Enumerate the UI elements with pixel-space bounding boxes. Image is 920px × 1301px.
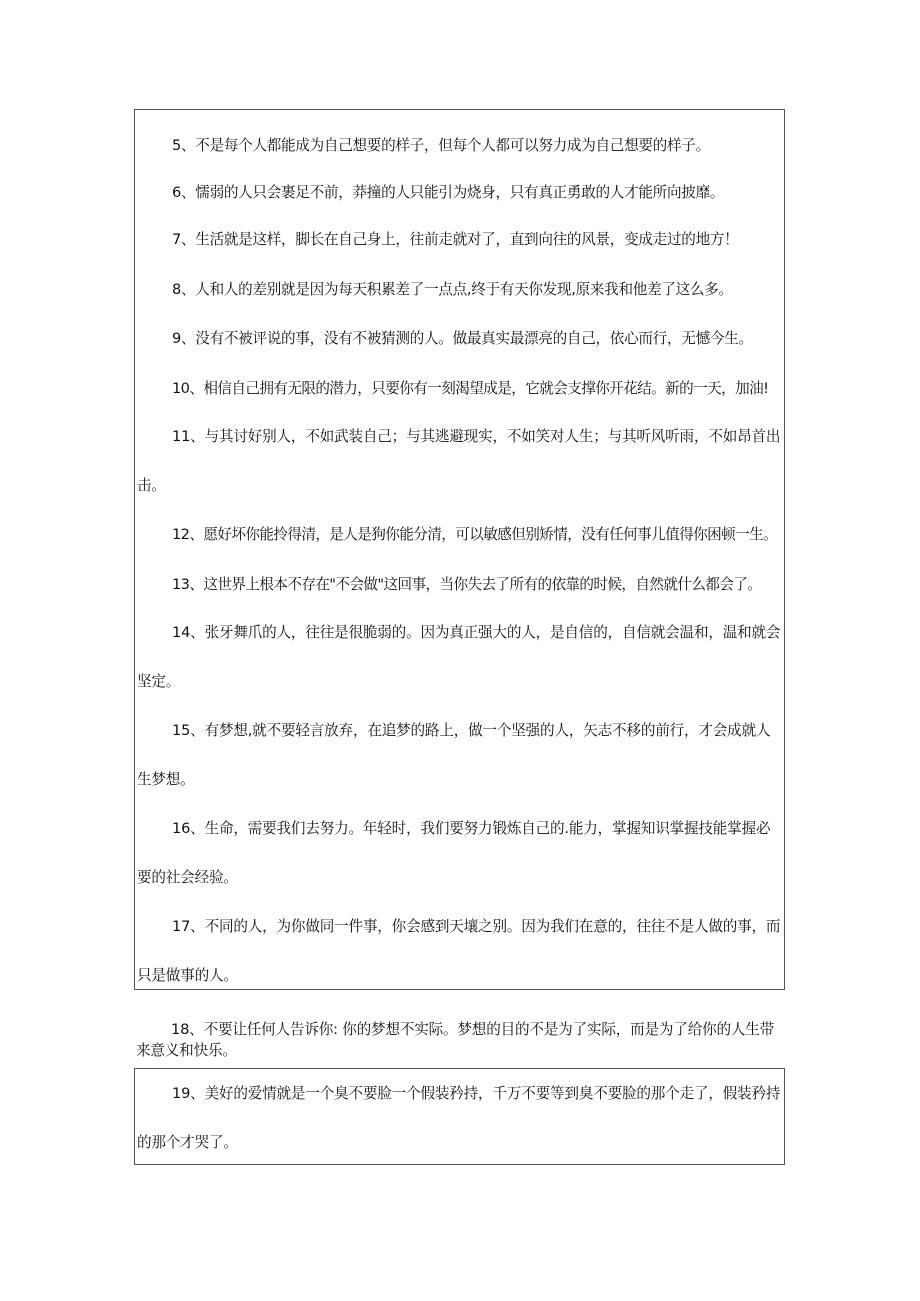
- quote-item-19: 19、美好的爱情就是一个臭不要脸一个假装矜持，千万不要等到臭不要脸的那个走了，假装矜持的那个才哭了。: [137, 1085, 781, 1151]
- quote-item-9: 9、没有不被评说的事，没有不被猜测的人。做最真实最漂亮的自己，依心而行，无憾今生。: [172, 330, 753, 347]
- quote-box-1: [134, 109, 785, 990]
- quote-item-14: 14、张牙舞爪的人，往往是很脆弱的。因为真正强大的人，是自信的，自信就会温和，温和就会坚定。: [137, 624, 781, 690]
- quote-item-8: 8、人和人的差别就是因为每天积累差了一点点,终于有天你发现,原来我和他差了这么多。: [172, 281, 733, 298]
- quote-item-16: 16、生命，需要我们去努力。年轻时，我们要努力锻炼自己的.能力，掌握知识掌握技能掌握必要的社会经验。: [137, 820, 771, 886]
- quote-item-12: 12、愿好坏你能拎得清，是人是狗你能分清，可以敏感但别矫情，没有任何事儿值得你困顿一生。: [172, 526, 778, 543]
- quote-item-11: 11、与其讨好别人，不如武装自己；与其逃避现实，不如笑对人生；与其听风听雨，不如昂首出击。: [137, 428, 781, 494]
- quote-box-2: [134, 1068, 785, 1165]
- quote-item-5: 5、不是每个人都能成为自己想要的样子，但每个人都可以努力成为自己想要的样子。: [172, 137, 710, 154]
- quote-item-6: 6、懦弱的人只会裹足不前，莽撞的人只能引为烧身，只有真正勇敢的人才能所向披靡。: [172, 184, 725, 201]
- quote-item-10: 10、相信自己拥有无限的潜力，只要你有一刻渴望成是，它就会支撑你开花结。新的一天，加油!: [172, 380, 769, 397]
- quote-item-15: 15、有梦想,就不要轻言放弃，在追梦的路上，做一个坚强的人，矢志不移的前行，才会成就人生梦想。: [137, 722, 771, 788]
- quote-item-18: 18、不要让任何人告诉你: 你的梦想不实际。梦想的目的不是为了实际，而是为了给你的人生带来意义和快乐。: [136, 1021, 775, 1059]
- quote-item-17: 17、不同的人，为你做同一件事，你会感到天壤之别。因为我们在意的，往往不是人做的事，而只是做事的人。: [137, 918, 781, 984]
- quote-item-7: 7、生活就是这样，脚长在自己身上，往前走就对了，直到向往的风景，变成走过的地方！: [172, 231, 739, 248]
- quote-item-13: 13、这世界上根本不存在"不会做"这回事，当你失去了所有的依靠的时候，自然就什么都会了。: [172, 576, 762, 593]
